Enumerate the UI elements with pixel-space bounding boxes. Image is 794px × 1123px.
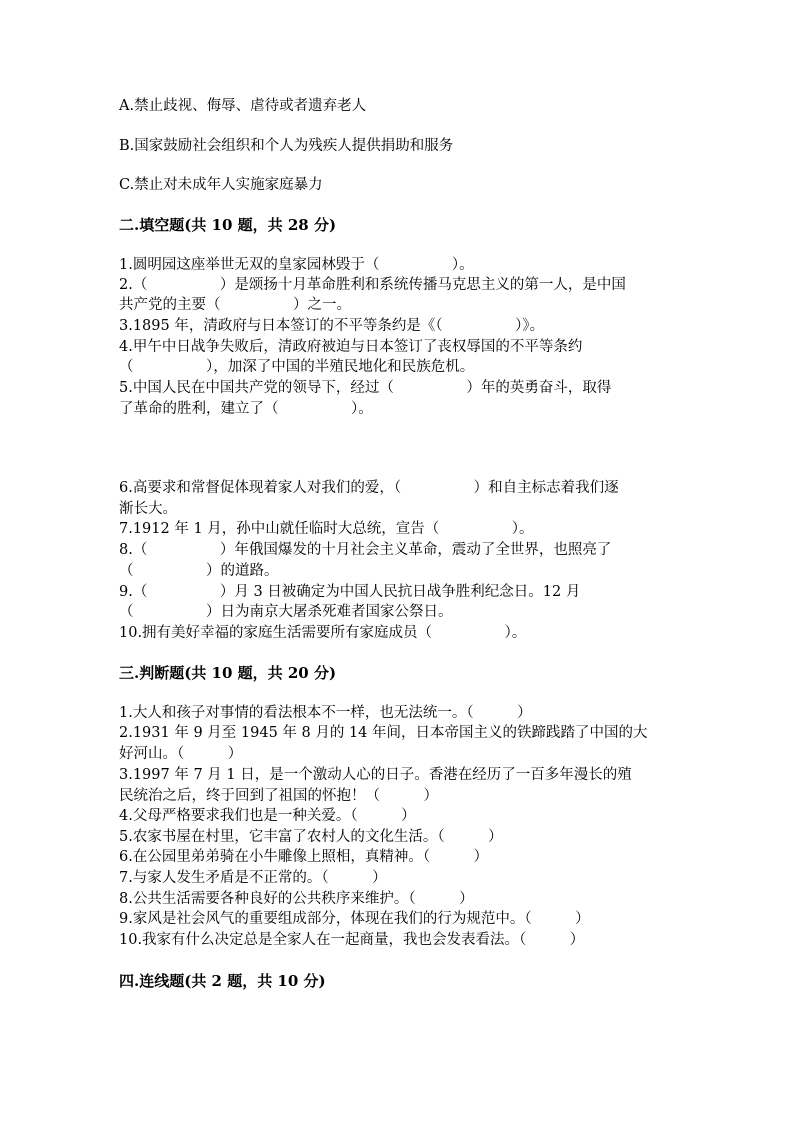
fill-blank-line: 1.圆明园这座举世无双的皇家园林毁于（ ）。 [119,257,474,273]
fill-blank-line: 了革命的胜利，建立了（ ）。 [119,401,373,417]
choice-option-a: A.禁止歧视、侮辱、虐待或者遗弃老人 [119,98,367,114]
fill-blank-line: 6.高要求和常督促体现着家人对我们的爱，（ ）和自主标志着我们逐 [119,480,619,496]
choice-option-c: C.禁止对未成年人实施家庭暴力 [119,177,323,193]
fill-blank-line: （ ）的道路。 [119,563,279,579]
fill-blank-line: 9.（ ）月 3 日被确定为中国人民抗日战争胜利纪念日。12 月 [119,584,581,600]
choice-option-b: B.国家鼓励社会组织和个人为残疾人提供捐助和服务 [119,138,454,154]
true-false-line: 9.家风是社会风气的重要组成部分，体现在我们的行为规范中。（ ） [119,911,590,927]
true-false-line: 好河山。（ ） [119,746,243,762]
true-false-line: 5.农家书屋在村里，它丰富了农村人的文化生活。（ ） [119,829,503,845]
true-false-line: 10.我家有什么决定总是全家人在一起商量，我也会发表看法。（ ） [119,932,585,948]
fill-blank-line: 3.1895 年，清政府与日本签订的不平等条约是《（ ）》。 [119,318,545,334]
fill-blank-line: 5.中国人民在中国共产党的领导下，经过（ ）年的英勇奋斗，取得 [119,380,612,396]
section-heading-fill-blank: 二.填空题(共 10 题，共 28 分) [119,216,337,234]
true-false-line: 8.公共生活需要各种良好的公共秩序来维护。（ ） [119,891,474,907]
true-false-line: 6.在公园里弟弟骑在小牛雕像上照相，真精神。（ ） [119,849,489,865]
true-false-line: 7.与家人发生矛盾是不正常的。（ ） [119,870,387,886]
fill-blank-line: 渐长大。 [119,501,177,517]
section-heading-matching: 四.连线题(共 2 题，共 10 分) [119,972,326,990]
true-false-line: 2.1931 年 9 月至 1945 年 8 月的 14 年间，日本帝国主义的铁蹄践踏了中国的大 [119,725,648,741]
fill-blank-line: 4.甲午中日战争失败后，清政府被迫与日本签订了丧权辱国的不平等条约 [119,339,583,355]
fill-blank-line: 8.（ ）年俄国爆发的十月社会主义革命，震动了全世界，也照亮了 [119,542,612,558]
fill-blank-line: 2.（ ）是颂扬十月革命胜利和系统传播马克思主义的第一人，是中国 [119,277,626,293]
fill-blank-line: （ ）日为南京大屠杀死难者国家公祭日。 [119,604,453,620]
true-false-line: 1.大人和孩子对事情的看法根本不一样，也无法统一。（ ） [119,705,532,721]
true-false-line: 4.父母严格要求我们也是一种关爱。（ ） [119,808,416,824]
true-false-line: 民统治之后，终于回到了祖国的怀抱！（ ） [119,788,438,804]
fill-blank-line: 共产党的主要（ ）之一。 [119,297,351,313]
fill-blank-line: （ ），加深了中国的半殖民地化和民族危机。 [119,359,475,375]
fill-blank-line: 7.1912 年 1 月，孙中山就任临时大总统，宣告（ ）。 [119,521,534,537]
fill-blank-line: 10.拥有美好幸福的家庭生活需要所有家庭成员（ ）。 [119,625,527,641]
true-false-line: 3.1997 年 7 月 1 日，是一个激动人心的日子。香港在经历了一百多年漫长的殖 [119,767,632,783]
section-heading-true-false: 三.判断题(共 10 题，共 20 分) [119,664,337,682]
